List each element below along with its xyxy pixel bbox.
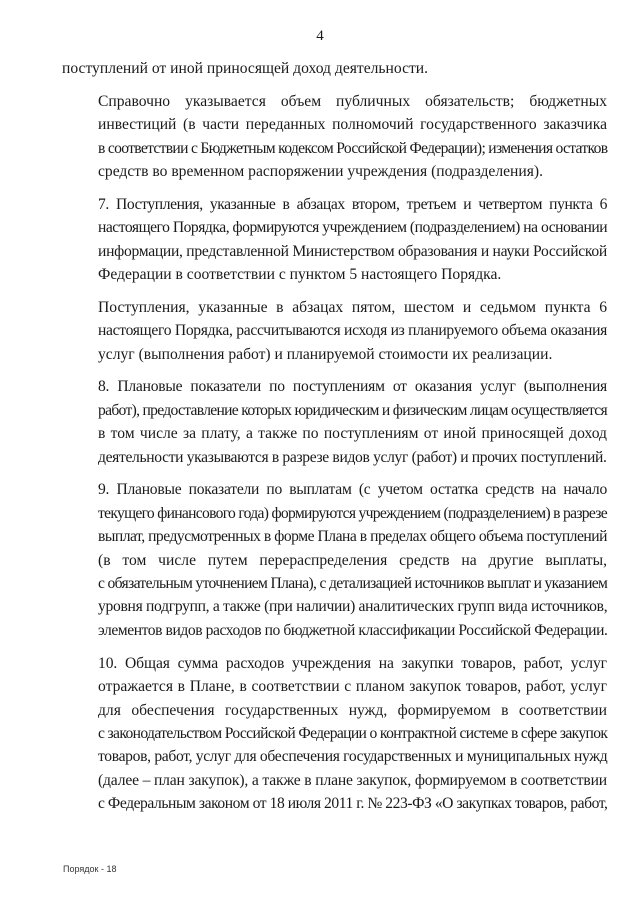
text-line: 9. Плановые показатели по выплатам (с учетом остатка средств на начало [98, 481, 607, 499]
text-line: поступлений от иной приносящей доход деятельности. [62, 60, 429, 77]
text-line: (далее – план закупок), а также в плане закупок, формируемом в соответствии [98, 771, 607, 789]
text-line: выплат, предусмотренных в форме Плана в пределах общего объема поступлений [98, 528, 607, 546]
text-line: с законодательством Российской Федерации о контрактной системе в сфере закупок [98, 724, 608, 742]
text-line: деятельности указываются в разрезе видов услуг (работ) и прочих поступлений. [98, 448, 607, 466]
text-line: в том числе за плату, а также по поступлениям от иной приносящей доход [98, 425, 607, 443]
text-line: с обязательным уточнением Плана), с детализацией источников выплат и указанием [98, 575, 608, 593]
text-line: инвестиций (в части переданных полномочий государственного заказчика [98, 116, 607, 134]
text-line: 10. Общая сумма расходов учреждения на закупки товаров, работ, услуг [98, 654, 607, 672]
paragraph [62, 296, 607, 366]
text-line: (в том числе путем перераспределения средств на другие выплаты, [98, 551, 607, 569]
paragraph [62, 478, 607, 642]
text-line: с Федеральным законом от 18 июля 2011 г. № 223-ФЗ «О закупках товаров, работ, [98, 795, 608, 813]
text-line: настоящего Порядка, формируются учреждением (подразделением) на основании [98, 219, 608, 237]
page-number: 4 [316, 28, 324, 44]
footer-label: Порядок - 18 [63, 864, 117, 874]
text-line: в соответствии с Бюджетным кодексом Российской Федерации); изменения остатков [98, 139, 608, 157]
text-line: средств во временном распоряжении учреждения (подразделения). [98, 163, 543, 181]
paragraph [62, 652, 607, 816]
text-line: для обеспечения государственных нужд, формируемом в соответствии [98, 701, 607, 719]
text-line: работ), предоставление которых юридическим и физическим лицам осуществляется [98, 401, 607, 419]
text-line: 8. Плановые показатели по поступлениям от оказания услуг (выполнения [98, 378, 607, 396]
text-line: товаров, работ, услуг для обеспечения государственных и муниципальных нужд [98, 748, 608, 766]
text-line: настоящего Порядка, рассчитываются исходя из планируемого объема оказания [98, 322, 607, 340]
paragraph [62, 193, 607, 287]
text-line: 7. Поступления, указанные в абзацах втором, третьем и четвертом пункта 6 [98, 195, 607, 213]
text-line: отражается в Плане, в соответствии с планом закупок товаров, работ, услуг [98, 678, 607, 696]
text-line: информации, представленной Министерством образования и науки Российской [98, 242, 607, 260]
paragraph [62, 90, 607, 184]
paragraph [62, 375, 607, 469]
text-line: уровня подгрупп, а также (при наличии) аналитических групп вида источников, [98, 598, 608, 616]
text-line: Справочно указывается объем публичных обязательств; бюджетных [98, 92, 607, 110]
text-line: Федерации в соответствии с пунктом 5 настоящего Порядка. [98, 266, 502, 284]
text-line: текущего финансового года) формируются учреждением (подразделением) в разрезе [98, 504, 607, 522]
document-body [62, 57, 607, 825]
text-line: услуг (выполнения работ) и планируемой стоимости их реализации. [98, 345, 553, 363]
text-line: Поступления, указанные в абзацах пятом, шестом и седьмом пункта 6 [98, 298, 607, 316]
paragraph [62, 57, 607, 80]
text-line: элементов видов расходов по бюджетной классификации Российской Федерации. [98, 621, 608, 639]
